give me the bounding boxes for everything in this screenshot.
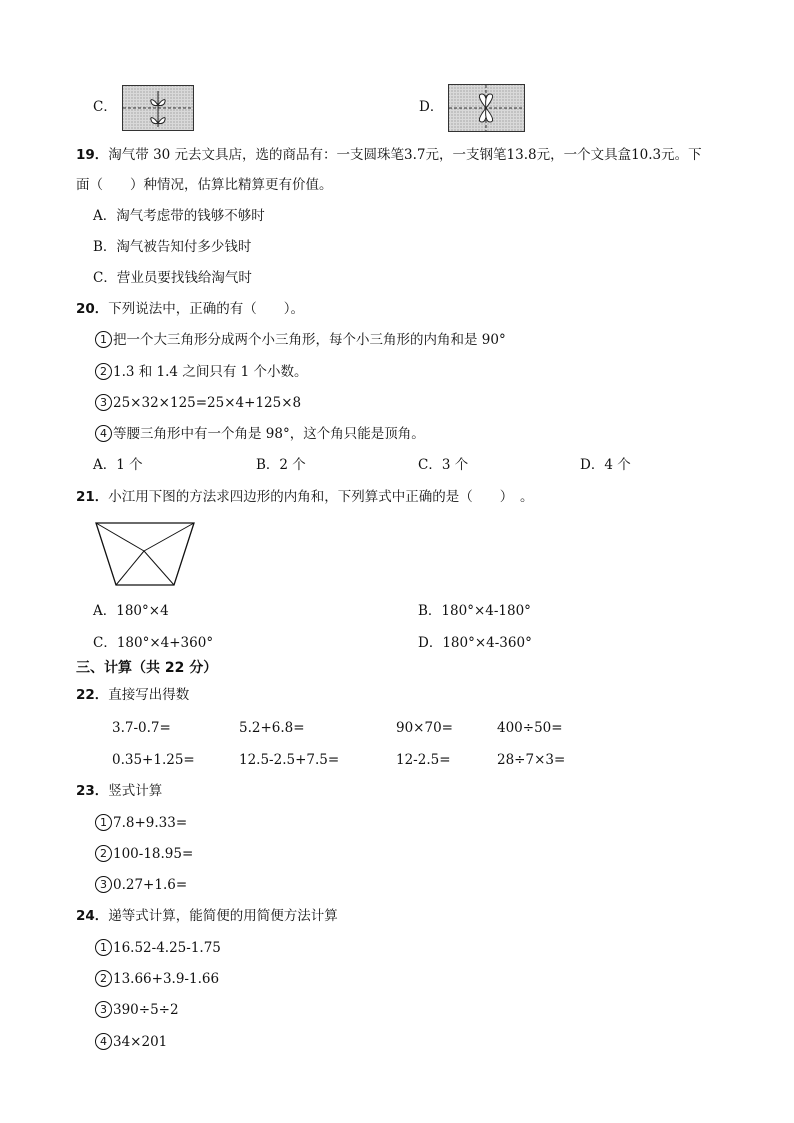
q24-item-2	[95, 970, 219, 988]
circled-number-icon: 2	[95, 845, 112, 862]
q23-number: 23．	[76, 783, 109, 799]
q19-option-b[interactable]: B．淘气被告知付多少钱时	[93, 239, 252, 255]
q19-stem-line1	[76, 146, 702, 164]
q24-item-4-text: 34×201	[113, 1034, 168, 1050]
q20-statement-4	[95, 425, 425, 443]
q22-expr: 90×70=	[396, 720, 453, 736]
q20-option-c[interactable]: C．3 个	[418, 457, 469, 473]
q21-option-d[interactable]: D．180°×4-360°	[418, 635, 532, 651]
circled-number-icon: 1	[95, 814, 112, 831]
q21-option-b[interactable]: B．180°×4-180°	[418, 603, 531, 619]
q23-text: 竖式计算	[108, 783, 163, 799]
q24-item-3	[95, 1001, 179, 1019]
q23-item-3-text: 0.27+1.6=	[113, 877, 188, 893]
q18-option-d-label[interactable]: D．	[419, 99, 444, 115]
q23-item-3	[95, 876, 187, 894]
q22-number: 22．	[76, 687, 109, 703]
q24-item-1-text: 16.52-4.25-1.75	[113, 940, 221, 956]
q20-stem	[76, 300, 304, 318]
q20-text: 下列说法中，正确的有（ ）。	[108, 301, 305, 317]
q21-number: 21．	[76, 489, 109, 505]
q24-item-2-text: 13.66+3.9-1.66	[113, 971, 220, 987]
circled-number-icon: 1	[95, 331, 112, 348]
circled-number-icon: 2	[95, 970, 112, 987]
q19-number: 19．	[76, 147, 109, 163]
circled-number-icon: 3	[95, 394, 112, 411]
q23-stem	[76, 782, 162, 800]
q22-expr: 28÷7×3=	[497, 752, 566, 768]
circled-number-icon: 3	[95, 1001, 112, 1018]
q22-expr: 400÷50=	[497, 720, 563, 736]
q20-statement-4-text: 等腰三角形中有一个角是 98°，这个角只能是顶角。	[113, 426, 425, 442]
q22-expr: 12-2.5=	[396, 752, 451, 768]
q24-number: 24．	[76, 908, 109, 924]
q20-statement-1	[95, 331, 506, 349]
q20-statement-3-text: 25×32×125=25×4+125×8	[113, 395, 302, 411]
q22-expr: 12.5-2.5+7.5=	[239, 752, 340, 768]
q20-option-b[interactable]: B．2 个	[256, 457, 306, 473]
q22-text: 直接写出得数	[108, 687, 190, 703]
q22-expr: 0.35+1.25=	[112, 752, 195, 768]
q21-option-a[interactable]: A．180°×4	[93, 603, 169, 619]
q22-stem	[76, 686, 189, 704]
q19-option-a[interactable]: A．淘气考虑带的钱够不够时	[93, 208, 265, 224]
q18-option-c-label[interactable]: C．	[93, 99, 117, 115]
circled-number-icon: 4	[95, 425, 112, 442]
q19-stem-line2: 面（ ）种情况，估算比精算更有价值。	[76, 177, 333, 193]
q24-item-3-text: 390÷5÷2	[113, 1002, 179, 1018]
q20-statement-3	[95, 394, 301, 412]
q20-statement-2	[95, 363, 307, 381]
section-3-title: 三、计算（共 22 分）	[76, 660, 218, 676]
q22-expr: 5.2+6.8=	[239, 720, 305, 736]
q22-expr: 3.7-0.7=	[112, 720, 171, 736]
q21-stem	[76, 488, 534, 506]
q20-statement-2-text: 1.3 和 1.4 之间只有 1 个小数。	[113, 364, 308, 380]
circled-number-icon: 2	[95, 363, 112, 380]
q23-item-2-text: 100-18.95=	[113, 846, 194, 862]
q19-option-c[interactable]: C．营业员要找钱给淘气时	[93, 270, 252, 286]
q23-item-1	[95, 814, 187, 832]
q18-option-c-figure	[122, 85, 194, 131]
q21-trapezoid-figure	[94, 520, 196, 588]
q23-item-2	[95, 845, 193, 863]
q20-statement-1-text: 把一个大三角形分成两个小三角形，每个小三角形的内角和是 90°	[113, 332, 506, 348]
circled-number-icon: 1	[95, 939, 112, 956]
q23-item-1-text: 7.8+9.33=	[113, 815, 188, 831]
q20-option-d[interactable]: D．4 个	[580, 457, 631, 473]
circled-number-icon: 4	[95, 1033, 112, 1050]
q21-option-c[interactable]: C．180°×4+360°	[93, 635, 214, 651]
circled-number-icon: 3	[95, 876, 112, 893]
q24-item-1	[95, 939, 221, 957]
q18-option-d-figure	[448, 84, 525, 132]
q20-option-a[interactable]: A．1 个	[93, 457, 143, 473]
q24-stem	[76, 907, 338, 925]
q20-number: 20．	[76, 301, 109, 317]
q19-text-line1: 淘气带 30 元去文具店，选的商品有：一支圆珠笔3.7元，一支钢笔13.8元，一个文具盒10.3元。下	[108, 147, 702, 163]
q24-text: 递等式计算，能简便的用简便方法计算	[108, 908, 338, 924]
q24-item-4	[95, 1033, 167, 1051]
q21-text: 小江用下图的方法求四边形的内角和，下列算式中正确的是（ ） 。	[108, 489, 534, 505]
